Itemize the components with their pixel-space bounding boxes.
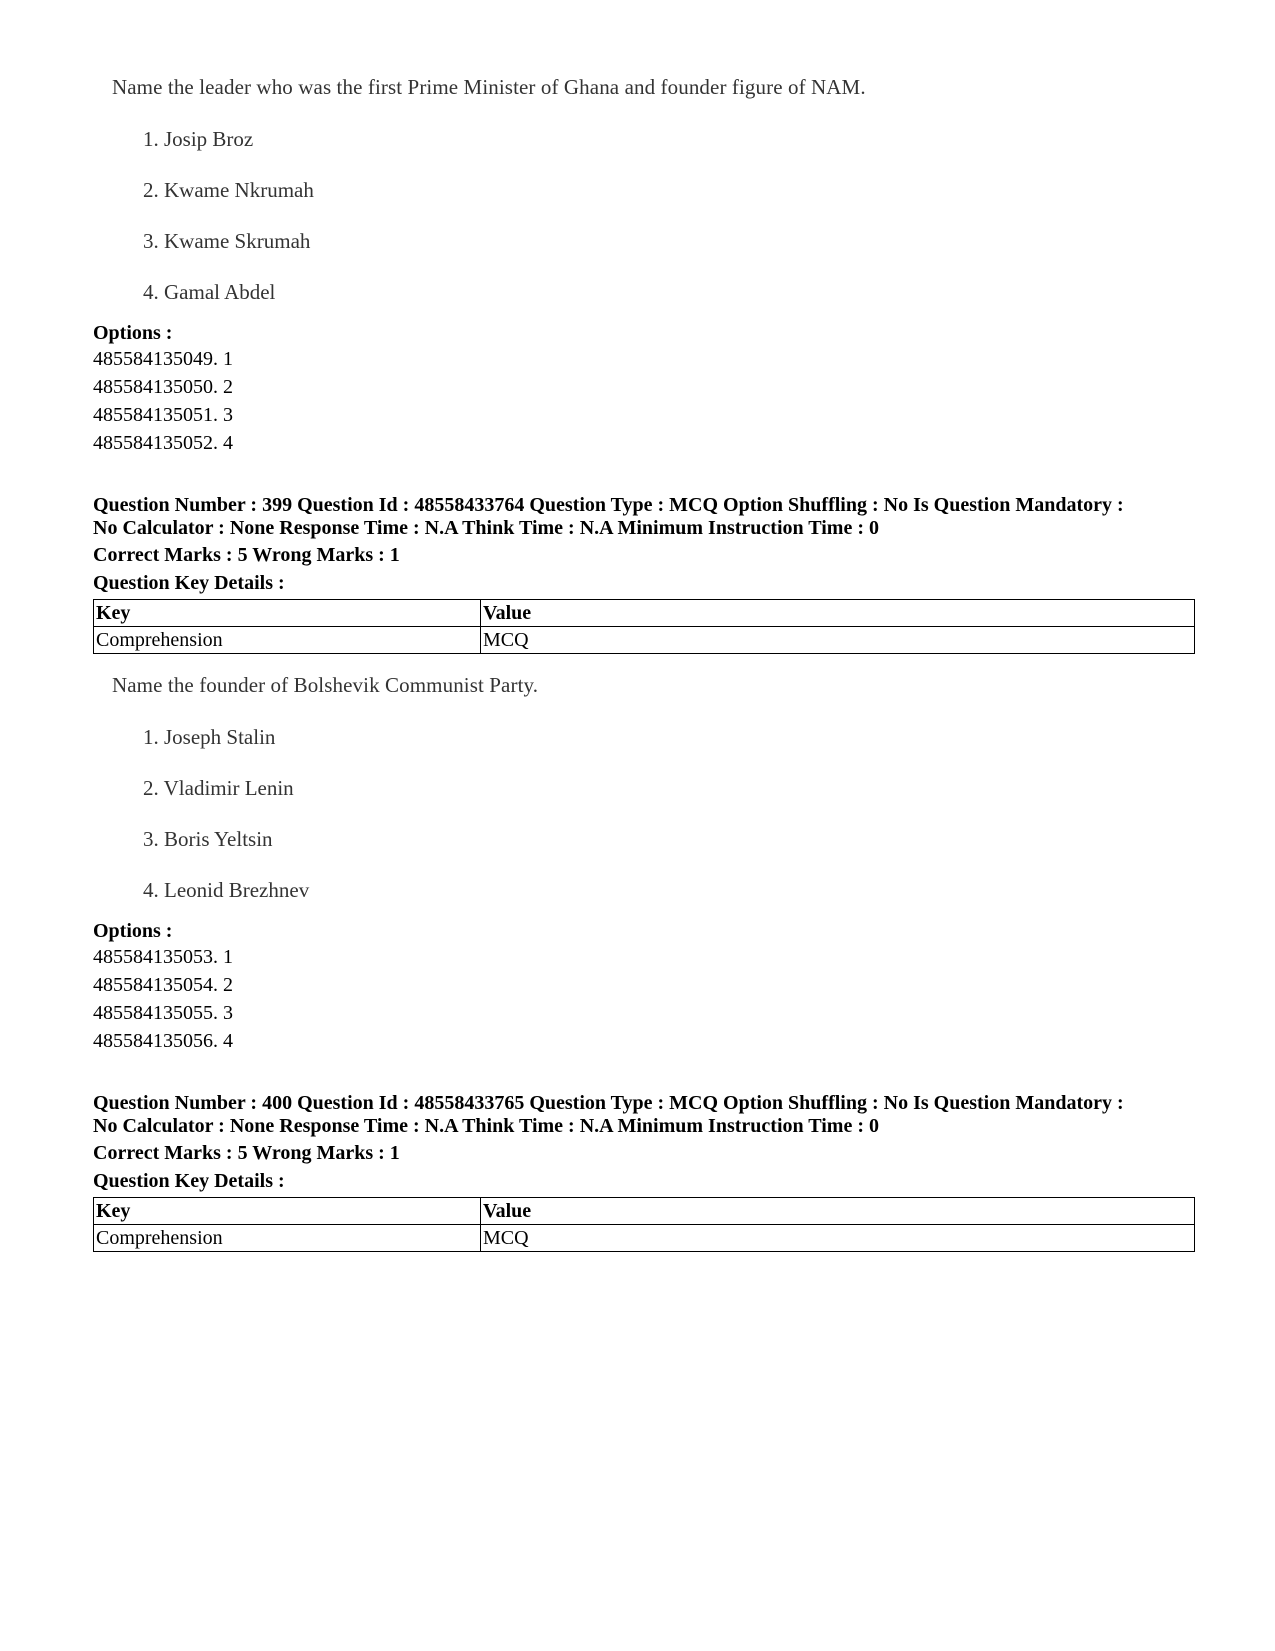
question-text: Name the leader who was the first Prime Minister of Ghana and founder figure of NAM.	[112, 75, 866, 99]
option-id: 485584135055. 3	[93, 1002, 233, 1024]
marks-line: Correct Marks : 5 Wrong Marks : 1	[93, 1142, 400, 1164]
table-header-key: Key	[94, 1198, 481, 1225]
question-meta	[93, 1092, 1193, 1138]
table-header-value: Value	[481, 600, 1195, 627]
table-cell-key: Comprehension	[94, 627, 481, 654]
key-value-table	[93, 1197, 1195, 1252]
table-header-key: Key	[94, 600, 481, 627]
table-header-row	[94, 1198, 1195, 1225]
key-details-label: Question Key Details :	[93, 1170, 285, 1192]
option-id: 485584135054. 2	[93, 974, 233, 996]
question-meta-line: Question Number : 400 Question Id : 48558433765 Question Type : MCQ Option Shuffling : No Is Question Mandatory :	[93, 1092, 1124, 1114]
marks-line: Correct Marks : 5 Wrong Marks : 1	[93, 544, 400, 566]
key-value-table	[93, 599, 1195, 654]
table-cell-value: MCQ	[481, 627, 1195, 654]
option-id: 485584135053. 1	[93, 946, 233, 968]
table-cell-value: MCQ	[481, 1225, 1195, 1252]
option-id: 485584135050. 2	[93, 376, 233, 398]
key-details-label: Question Key Details :	[93, 572, 285, 594]
answer-choice: 1. Josip Broz	[143, 127, 254, 151]
answer-choice: 1. Joseph Stalin	[143, 725, 276, 749]
answer-choice: 4. Leonid Brezhnev	[143, 878, 310, 902]
option-id: 485584135052. 4	[93, 432, 233, 454]
question-meta	[93, 494, 1193, 540]
table-row	[94, 1225, 1195, 1252]
answer-choice: 4. Gamal Abdel	[143, 280, 276, 304]
table-cell-key: Comprehension	[94, 1225, 481, 1252]
answer-choice: 3. Boris Yeltsin	[143, 827, 273, 851]
option-id: 485584135056. 4	[93, 1030, 233, 1052]
question-text: Name the founder of Bolshevik Communist Party.	[112, 673, 539, 697]
options-label: Options :	[93, 920, 173, 942]
answer-choice: 3. Kwame Skrumah	[143, 229, 311, 253]
question-meta-line: No Calculator : None Response Time : N.A Think Time : N.A Minimum Instruction Time : 0	[93, 517, 879, 539]
table-row	[94, 627, 1195, 654]
option-id: 485584135049. 1	[93, 348, 233, 370]
table-header-value: Value	[481, 1198, 1195, 1225]
options-label: Options :	[93, 322, 173, 344]
question-meta-line: No Calculator : None Response Time : N.A Think Time : N.A Minimum Instruction Time : 0	[93, 1115, 879, 1137]
question-meta-line: Question Number : 399 Question Id : 48558433764 Question Type : MCQ Option Shuffling : No Is Question Mandatory :	[93, 494, 1124, 516]
answer-choice: 2. Vladimir Lenin	[143, 776, 294, 800]
answer-choice: 2. Kwame Nkrumah	[143, 178, 314, 202]
option-id: 485584135051. 3	[93, 404, 233, 426]
table-header-row	[94, 600, 1195, 627]
